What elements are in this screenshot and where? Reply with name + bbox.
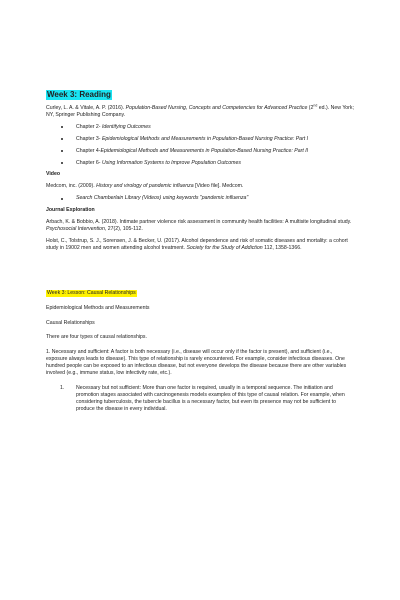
- list-item: [46, 195, 354, 202]
- lesson-numbered-list: [46, 385, 354, 413]
- bullet-icon: [61, 162, 63, 164]
- list-item-text: Necessary but not sufficient: More than one factor is required, usually in a temporal sequence. The initiation and promotion stages associated with carcinogenesis models examples of this type of causal relation. For example, when considering tuberculosis, the tubercle bacillus is a necessary factor, but even its presence may not be sufficient to produce the disease in every individual.: [76, 384, 345, 412]
- textbook-edition-sup: nd: [313, 103, 318, 108]
- journal-heading: Journal Exploration: [46, 207, 95, 214]
- textbook-authors: Curley, L. A. & Vitale, A. P. (2016).: [46, 105, 126, 111]
- lesson-line-3: There are four types of causal relationships.: [46, 334, 147, 341]
- journal-ref-2: [46, 238, 354, 252]
- textbook-citation: [46, 105, 354, 119]
- section-gap: [46, 257, 354, 281]
- list-item: [46, 148, 354, 155]
- journal-ref-1-post: 27(2), 105-112.: [106, 225, 143, 232]
- list-number: 1.: [60, 384, 65, 391]
- lesson-line-1: Epidemiological Methods and Measurements: [46, 304, 150, 311]
- video-citation-post: [Video file]. Medcom.: [193, 183, 244, 190]
- chapter-title: Epidemiological Methods and Measurements in Population-Based Nursing Practice: Part II: [100, 147, 309, 154]
- journal-ref-2-text: Holst, C., Tolstrup, S. J., Sorensen, J. & Becker, U. (2017). Alcohol dependence and risk of somatic diseases and mortality: a cohort study in 19002 men and women attending alcohol treatment.: [46, 237, 348, 251]
- video-citation-pre: Medcom, inc. (2009).: [46, 183, 97, 190]
- bullet-icon: [61, 150, 63, 152]
- chapter-prefix: Chapter 6-: [76, 159, 102, 166]
- journal-ref-1-text: Arbach, K. & Bobbio, A. (2018). Intimate partner violence risk assessment in community health facilities: A multisite longitudinal study.: [46, 219, 352, 226]
- video-heading: Video: [46, 171, 61, 178]
- chapter-title: Epidemiological Methods and Measurements in Population-Based Nursing Practice: Part I: [101, 135, 309, 142]
- video-citation: [46, 183, 354, 190]
- textbook-edition-post: ed.). New York; NY, Springer Publishing Company.: [46, 105, 354, 118]
- chapter-prefix: Chapter 3-: [76, 135, 102, 142]
- list-item: [46, 136, 354, 143]
- chapter-prefix: Chapter 4-: [76, 147, 101, 154]
- textbook-title: Population-Based Nursing, Concepts and Competencies for Advanced Practice: [125, 105, 308, 111]
- chapter-title: Identifying Outcomes: [101, 123, 151, 130]
- bullet-icon: [61, 198, 63, 200]
- journal-ref-1-journal: Psychosocial Intervention,: [46, 225, 107, 232]
- video-title: History and virology of pandemic influenza: [96, 183, 194, 190]
- journal-ref-1: [46, 219, 354, 233]
- week-reading-heading: Week 3: Reading: [47, 90, 111, 99]
- lesson-heading: Week 3: Lesson: Causal Relationships: [47, 289, 136, 296]
- journal-ref-2-journal: Society for the Study of Addiction: [186, 244, 263, 251]
- bullet-icon: [61, 126, 63, 128]
- video-search-instruction: Search Chamberlain Library (Videos) using keywords "pandemic influenza": [76, 195, 249, 202]
- list-item: [46, 124, 354, 131]
- list-item: [46, 385, 354, 413]
- textbook-edition-pre: (2: [307, 105, 314, 111]
- chapter-title: Using Information Systems to Improve Population Outcomes: [101, 159, 241, 166]
- list-item: [46, 160, 354, 167]
- journal-ref-2-post: 112, 1358-1366.: [262, 244, 302, 251]
- lesson-line-2: Causal Relationships: [46, 319, 95, 326]
- bullet-icon: [61, 138, 63, 140]
- chapter-list: [46, 124, 354, 167]
- lesson-paragraph-1: 1. Necessary and sufficient: A factor is both necessary (i.e., disease will occur only if the factor is present), and sufficient (i.e., exposure always leads to disease). This type of relationship is rarely encountered. For example, consider infectious diseases. One hundred people can be exposed to an infectious disease, but not everyone develops the disease because there are other variables involved (e.g., immune status, low infectivity rate, etc.).: [46, 349, 347, 377]
- video-list: [46, 195, 354, 202]
- chapter-prefix: Chapter 2-: [76, 123, 102, 130]
